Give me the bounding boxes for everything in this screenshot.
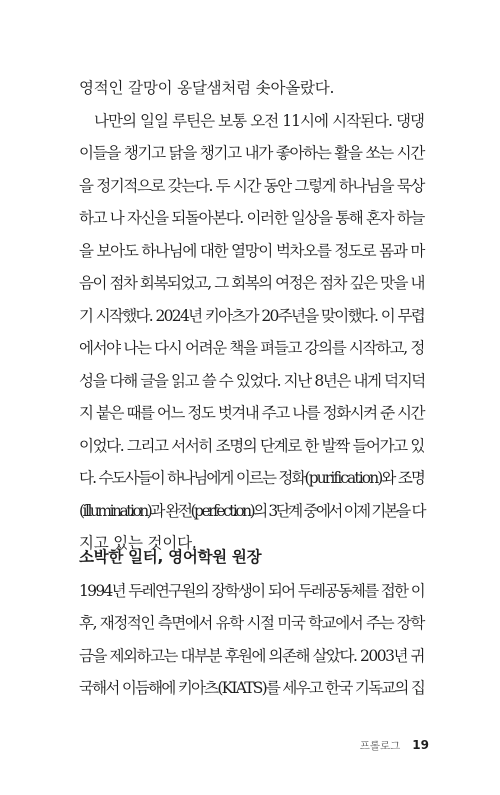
body-line: (illumination)과 완전(perfection)의 3단계 중에서 이제 기본을 다 xyxy=(79,502,424,520)
body-line: 지 붙은 때를 어느 정도 벗겨내 주고 나를 정화시켜 준 시간 xyxy=(79,404,424,422)
body-line: 을 정기적으로 갖는다. 두 시간 동안 그렇게 하나님을 묵상 xyxy=(79,177,424,195)
body-line: 영적인 갈망이 옹달샘처럼 솟아올랐다. xyxy=(79,79,335,97)
body-line: 다. 수도사들이 하나님에게 이르는 정화(purification)와 조명 xyxy=(79,469,424,487)
section-body-line: 후, 재정적인 측면에서 유학 시절 미국 학교에서 주는 장학 xyxy=(79,614,424,632)
page-footer xyxy=(0,735,429,755)
body-line: 을 보아도 하나님에 대한 열망이 벅차오를 정도로 몸과 마 xyxy=(79,242,424,260)
body-line: 음이 점차 회복되었고, 그 회복의 여정은 점차 깊은 맛을 내 xyxy=(79,274,424,292)
page-number: 19 xyxy=(412,738,429,752)
body-line: 성을 다해 글을 읽고 쓸 수 있었다. 지난 8년은 내게 덕지덕 xyxy=(79,372,425,390)
body-line: 나만의 일일 루틴은 보통 오전 11시에 시작된다. 댕댕 xyxy=(94,112,424,130)
section-heading: 소박한 일터, 영어학원 원장 xyxy=(79,548,262,566)
running-footer-title: 프롤로그 xyxy=(359,739,401,752)
body-line: 하고 나 자신을 되돌아본다. 이러한 일상을 통해 혼자 하늘 xyxy=(79,209,424,227)
body-line: 지고 있는 것이다. xyxy=(79,534,197,552)
body-line: 기 시작했다. 2024년 키아츠가 20주년을 맞이했다. 이 무렵 xyxy=(79,307,424,325)
body-line: 에서야 나는 다시 어려운 책을 펴들고 강의를 시작하고, 정 xyxy=(79,339,424,357)
section-body-line: 금을 제외하고는 대부분 후원에 의존해 살았다. 2003년 귀 xyxy=(79,647,424,665)
body-line: 이들을 챙기고 닭을 챙기고 내가 좋아하는 활을 쏘는 시간 xyxy=(79,144,424,162)
section-body-line: 국해서 이듬해에 키아츠(KIATS)를 세우고 한국 기독교의 집 xyxy=(79,679,424,697)
section-body-line: 1994년 두레연구원의 장학생이 되어 두레공동체를 접한 이 xyxy=(79,582,424,600)
body-line: 이었다. 그리고 서서히 조명의 단계로 한 발짝 들어가고 있 xyxy=(79,437,424,455)
